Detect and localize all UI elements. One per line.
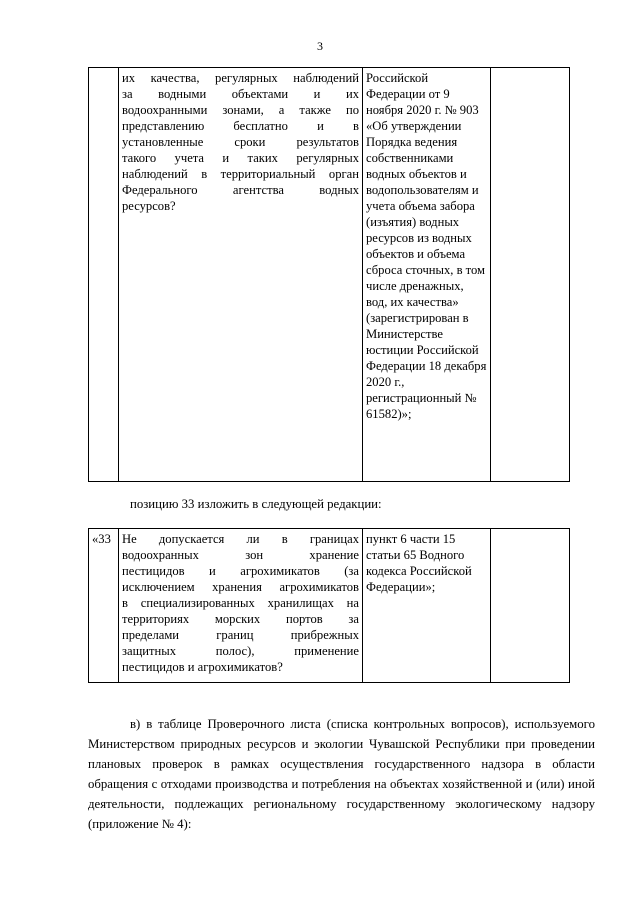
legal-reference-cell: пункт 6 части 15 статьи 65 Водного кодекса Российской Федерации»; bbox=[363, 529, 491, 683]
intro-text: позицию 33 изложить в следующей редакции: bbox=[130, 497, 382, 511]
question-cell bbox=[119, 529, 363, 683]
question-line: исключением хранения агрохимикатов bbox=[122, 580, 359, 594]
row-number-cell bbox=[89, 68, 119, 482]
question-line: за водными объектами и их bbox=[122, 87, 359, 101]
question-cell bbox=[119, 68, 363, 482]
question-line: пределами границ прибрежных bbox=[122, 628, 359, 642]
question-line: пестицидов и агрохимикатов? bbox=[122, 660, 283, 674]
row-number-cell: «33 bbox=[89, 529, 119, 683]
question-line: в специализированных хранилищах на bbox=[122, 596, 359, 610]
question-line: ресурсов? bbox=[122, 199, 176, 213]
question-line: Федерального агентства водных bbox=[122, 183, 359, 197]
question-line: их качества, регулярных наблюдений bbox=[122, 71, 359, 85]
table-row bbox=[89, 529, 570, 683]
checklist-table-continued bbox=[88, 67, 570, 482]
checklist-table-position-33 bbox=[88, 528, 570, 683]
question-line: пестицидов и агрохимикатов (за bbox=[122, 564, 359, 578]
legal-reference-cell: Российской Федерации от 9 ноября 2020 г. № 903 «Об утверждении Порядка ведения собственниками водных объектов и водопользователям и учета объема забора (изъятия) водных ресурсов из водных объектов и объема сброса сточных, в том числе дренажных, вод, их качества» (зарегистрирован в Министерстве юстиции Российской Федерации 18 декабря 2020 г., регистрационный № 61582)»; bbox=[363, 68, 491, 482]
question-line: водоохранными зонами, а также по bbox=[122, 103, 359, 117]
question-line: защитных полос), применение bbox=[122, 644, 359, 658]
question-line: такого учета и таких регулярных bbox=[122, 151, 359, 165]
page-number: 3 bbox=[317, 39, 323, 53]
question-line: установленные сроки результатов bbox=[122, 135, 359, 149]
table-row bbox=[89, 68, 570, 482]
question-line: территориях морских портов за bbox=[122, 612, 359, 626]
question-line: наблюдений в территориальный орган bbox=[122, 167, 359, 181]
question-line: представлению бесплатно и в bbox=[122, 119, 359, 133]
question-line: Не допускается ли в границах bbox=[122, 532, 359, 546]
question-line: водоохранных зон хранение bbox=[122, 548, 359, 562]
extra-cell bbox=[491, 529, 570, 683]
extra-cell bbox=[491, 68, 570, 482]
paragraph-v: в) в таблице Проверочного листа (списка контрольных вопросов), используемого Министерством природных ресурсов и экологии Чувашской Республики при проведении плановых проверок в рамках осуществления государственного надзора в области обращения с отходами производства и потребления на объектах хозяйственной и (или) иной деятельности, подлежащих региональному государственному экологическому надзору (приложение № 4): bbox=[88, 717, 595, 831]
